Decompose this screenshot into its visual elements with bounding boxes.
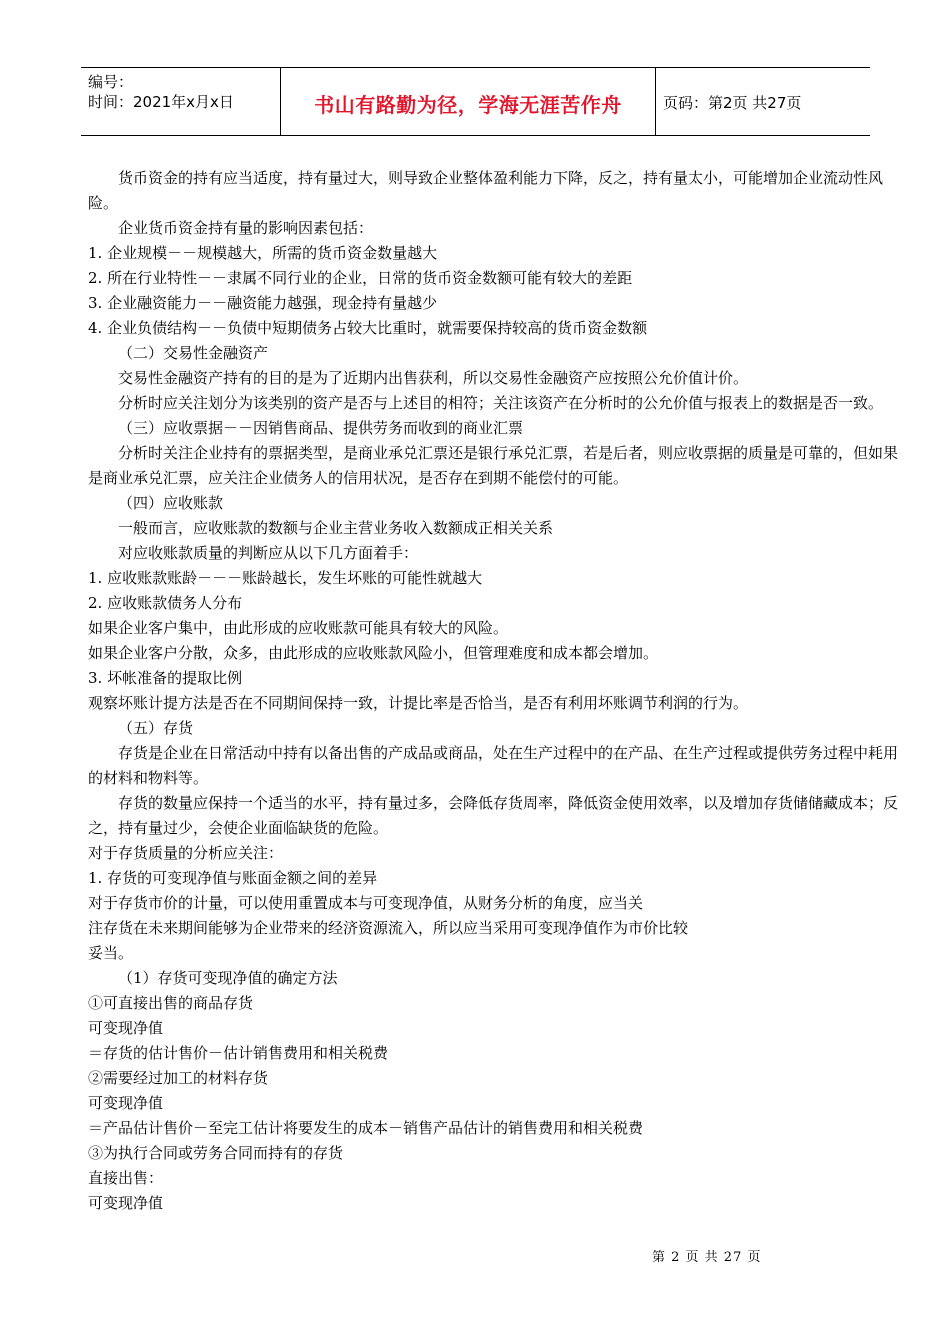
body-paragraph: 如果企业客户分散，众多，由此形成的应收账款风险小，但管理难度和成本都会增加。 [88,644,659,662]
page-footer: 第 2 页 共 27 页 [652,1250,762,1265]
body-paragraph: （二）交易性金融资产 [118,344,269,362]
body-paragraph: 注存货在未来期间能够为企业带来的经济资源流入，所以应当采用可变现净值作为市价比较 [88,919,689,937]
body-paragraph: 3. 企业融资能力－－融资能力越强，现金持有量越少 [88,294,438,312]
body-paragraph: 可变现净值 [88,1194,164,1212]
header-page-info: 页码：第2页 共27页 [663,94,802,112]
body-paragraph: （五）存货 [118,719,194,737]
body-paragraph: 可变现净值 [88,1094,164,1112]
document-date-label: 时间：2021年x月x日 [88,93,234,111]
body-paragraph: （1）存货可变现净值的确定方法 [118,969,338,987]
body-paragraph: 存货是企业在日常活动中持有以备出售的产成品或商品，处在生产过程中的在产品、在生产过程或提供劳务过程中耗用的材料和物料等。 [88,744,899,787]
header-page-cell [656,68,870,135]
header-motto: 书山有路勤为径，学海无涯苦作舟 [314,93,622,117]
body-paragraph: 对应收账款质量的判断应从以下几方面着手： [118,544,419,562]
body-paragraph: 可变现净值 [88,1019,164,1037]
body-paragraph: 2. 所在行业特性－－隶属不同行业的企业，日常的货币资金数额可能有较大的差距 [88,269,633,287]
body-paragraph: ②需要经过加工的材料存货 [88,1069,269,1087]
body-paragraph: （三）应收票据－－因销售商品、提供劳务而收到的商业汇票 [118,419,524,437]
header-motto-cell [281,68,656,135]
body-paragraph: 如果企业客户集中，由此形成的应收账款可能具有较大的风险。 [88,619,509,637]
body-paragraph: 1. 应收账款账龄－－－账龄越长，发生坏账的可能性就越大 [88,569,483,587]
body-paragraph: 企业货币资金持有量的影响因素包括： [118,219,374,237]
body-paragraph: ③为执行合同或劳务合同而持有的存货 [88,1144,344,1162]
body-paragraph: 对于存货市价的计量，可以使用重置成本与可变现净值，从财务分析的角度，应当关 [88,894,644,912]
body-paragraph: ①可直接出售的商品存货 [88,994,254,1012]
body-paragraph: ＝存货的估计售价－估计销售费用和相关税费 [88,1044,389,1062]
body-paragraph: 3. 坏帐准备的提取比例 [88,669,243,687]
document-header [81,67,870,136]
body-paragraph: 观察坏账计提方法是否在不同期间保持一致，计提比率是否恰当，是否有利用坏账调节利润的行为。 [88,694,749,712]
body-paragraph: 存货的数量应保持一个适当的水平，持有量过多，会降低存货周率，降低资金使用效率，以及增加存货储储藏成本；反之，持有量过少，会使企业面临缺货的危险。 [88,794,899,837]
body-paragraph: 货币资金的持有应当适度，持有量过大，则导致企业整体盈利能力下降，反之，持有量太小，可能增加企业流动性风险。 [88,169,884,212]
document-body [88,166,898,1216]
body-paragraph: 分析时应关注划分为该类别的资产是否与上述目的相符；关注该资产在分析时的公允价值与报表上的数据是否一致。 [118,394,884,412]
body-paragraph: （四）应收账款 [118,494,224,512]
body-paragraph: 1. 企业规模－－规模越大，所需的货币资金数量越大 [88,244,438,262]
body-paragraph: 交易性金融资产持有的目的是为了近期内出售获利，所以交易性金融资产应按照公允价值计价。 [118,369,749,387]
header-meta-cell [81,68,281,135]
body-paragraph: 1. 存货的可变现净值与账面金额之间的差异 [88,869,378,887]
document-number-label: 编号： [88,73,134,91]
body-paragraph: 4. 企业负债结构－－负债中短期债务占较大比重时，就需要保持较高的货币资金数额 [88,319,648,337]
body-paragraph: 直接出售： [88,1169,164,1187]
body-paragraph: ＝产品估计售价－至完工估计将要发生的成本－销售产品估计的销售费用和相关税费 [88,1119,644,1137]
body-paragraph: 分析时关注企业持有的票据类型，是商业承兑汇票还是银行承兑汇票，若是后者，则应收票据的质量是可靠的，但如果是商业承兑汇票，应关注企业债务人的信用状况，是否存在到期不能偿付的可能。 [88,444,899,487]
body-paragraph: 一般而言，应收账款的数额与企业主营业务收入数额成正相关关系 [118,519,554,537]
body-paragraph: 2. 应收账款债务人分布 [88,594,243,612]
body-paragraph: 妥当。 [88,944,134,962]
body-paragraph: 对于存货质量的分析应关注： [88,844,284,862]
